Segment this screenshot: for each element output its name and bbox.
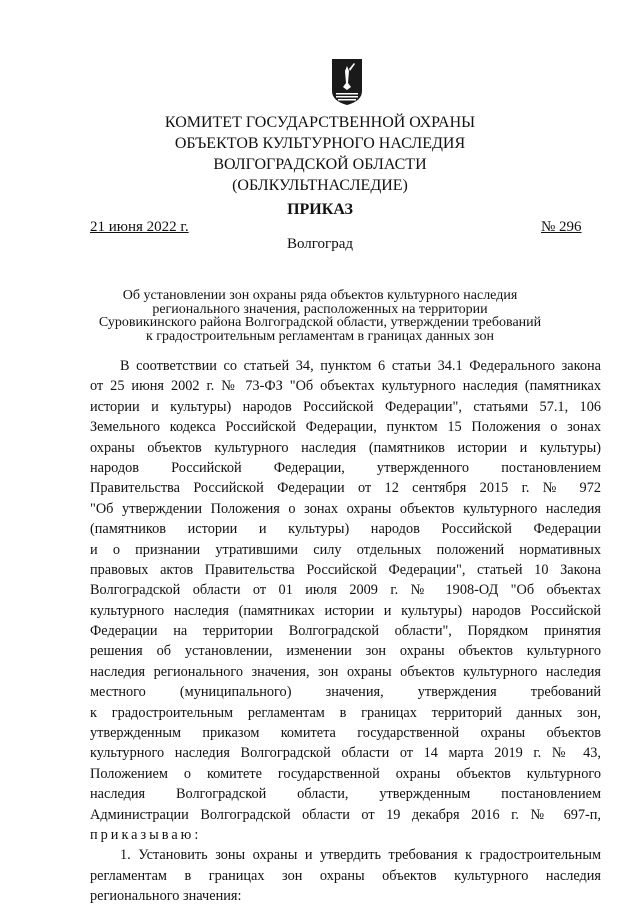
order-body — [90, 356, 601, 907]
item-line: регионального значения: — [90, 888, 242, 905]
order-city: Волгоград — [286, 236, 353, 252]
subject-line: Об установлении зон охраны ряда объектов культурного наследия — [122, 288, 518, 303]
body-line: "Об утверждении Положения о зонах охраны объектов культурного наследия — [90, 500, 601, 517]
org-line: ОБЪЕКТОВ КУЛЬТУРНОГО НАСЛЕДИЯ — [174, 135, 466, 152]
body-line: В соответствии со статьей 34, пунктом 6 статьи 34.1 Федерального закона — [120, 358, 601, 374]
order-title: ПРИКАЗ — [287, 201, 353, 218]
body-line: правовых актов Правительства Российской Федерации", статьей 10 Закона — [90, 561, 601, 578]
order-date: 21 июня 2022 г. — [90, 219, 189, 235]
org-line: (ОБЛКУЛЬТНАСЛЕДИЕ) — [232, 177, 408, 194]
body-line: Федерации на территории Волгоградской области", Порядком принятия — [90, 623, 601, 640]
org-line: КОМИТЕТ ГОСУДАРСТВЕННОЙ ОХРАНЫ — [164, 114, 476, 131]
subject-line: Суровикинского района Волгоградской области, утверждении требований — [98, 315, 542, 330]
body-line: Волгоградской области от 01 июля 2009 г. № 1908-ОД "Об объектах — [90, 582, 601, 599]
body-line: утвержденным приказом комитета государственной охраны объектов — [90, 725, 601, 742]
body-line: охраны объектов культурного наследия (памятников истории и культуры) — [90, 439, 601, 456]
body-line: решения об установлении, изменении зон охраны объектов культурного — [90, 643, 601, 660]
body-line: к градостроительным регламентам в границах территорий данных зон, — [90, 704, 601, 721]
body-line: народов Российской Федерации, утвержденного постановлением — [90, 459, 601, 476]
body-line: Земельного кодекса Российской Федерации, пунктом 15 Положения о зонах — [90, 419, 601, 436]
body-line: (памятников истории и культуры) народов Российской Федерации — [90, 521, 601, 538]
body-line: Положением о комитете государственной охраны объектов культурного — [90, 765, 601, 782]
decree-word: приказываю: — [90, 826, 202, 843]
body-line: от 25 июня 2002 г. № 73-ФЗ "Об объектах культурного наследия (памятниках — [90, 378, 601, 395]
body-line: культурного наследия (памятниках истории и культуры) народов Российской — [90, 602, 601, 619]
body-line: местного (муниципального) значения, утверждения требований — [90, 684, 601, 701]
body-line: Правительства Российской Федерации от 12 сентября 2015 г. № 972 — [90, 480, 601, 497]
body-line: наследия регионального значения, зон охраны объектов культурного наследия — [90, 663, 601, 680]
order-number: № 296 — [541, 219, 582, 235]
body-line: истории и культуры) народов Российской Федерации", статьями 57.1, 106 — [90, 398, 601, 415]
volgograd-emblem-icon — [330, 57, 364, 107]
subject-line: регионального значения, расположенных на территории — [152, 301, 488, 317]
body-line: и о признании утратившими силу отдельных положений нормативных — [90, 541, 601, 558]
item-line: регламентам в границах зон охраны объектов культурного наследия — [90, 867, 601, 884]
body-line: культурного наследия Волгоградской области от 14 марта 2019 г. № 43, — [90, 745, 601, 762]
body-line: наследия Волгоградской области, утвержденным постановлением — [90, 786, 601, 803]
org-line: ВОЛГОГРАДСКОЙ ОБЛАСТИ — [213, 156, 427, 173]
subject-line: к градостроительным регламентам в границах данных зон — [146, 328, 494, 344]
order-subject — [0, 289, 640, 343]
organization-name — [0, 112, 640, 196]
item-line: 1. Установить зоны охраны и утвердить требования к градостроительным — [120, 847, 601, 864]
body-line: Администрации Волгоградской области от 19 декабря 2016 г. № 697-п, — [90, 806, 601, 823]
